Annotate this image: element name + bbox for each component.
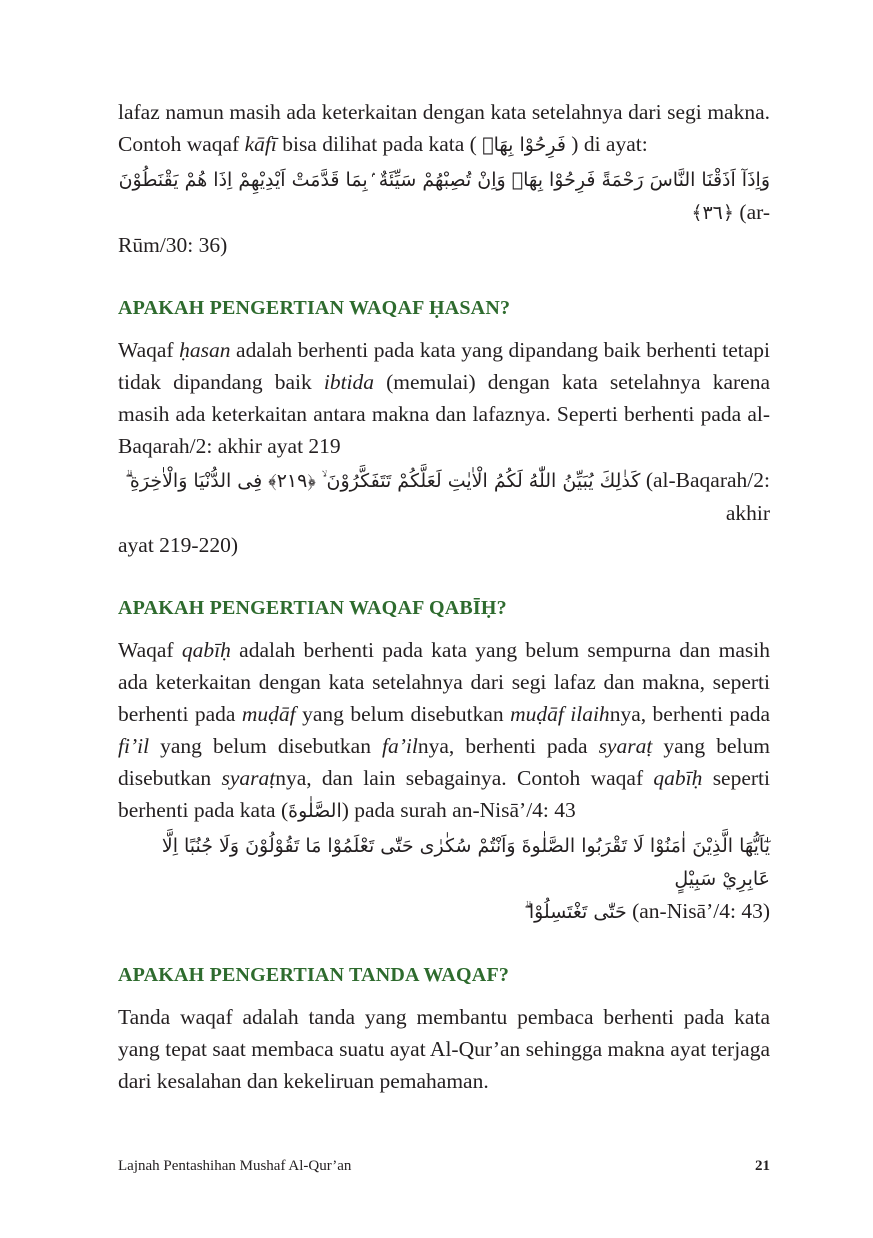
- hasan-text: (memulai) dengan kata setelahnya karena masih ada keterkaitan antara makna dan lafaznya. Seperti berhenti pada al-Baqarah/2: akhir ayat 219: [118, 370, 770, 458]
- mudaf-term: muḍāf: [241, 702, 296, 726]
- hasan-ayah: [118, 464, 770, 529]
- qabih-text: nya, berhenti pada: [417, 734, 599, 758]
- kafi-term: kāfī: [244, 132, 277, 156]
- kafi-text: makna. Contoh waqaf: [118, 100, 770, 156]
- qabih-arabic-word: الصَّلٰوةَ: [288, 800, 342, 822]
- hasan-ayah-ref-cont: ayat 219-220): [118, 533, 239, 557]
- kafi-paragraph: [118, 96, 770, 261]
- page-content: [118, 96, 770, 1097]
- kafi-text-line1: lafaz namun masih ada keterkaitan dengan kata setelahnya dari segi: [118, 100, 702, 124]
- qabih-ayah-line2: [118, 895, 770, 928]
- fiil-term: fi’il: [118, 734, 150, 758]
- publisher-name: Lajnah Pentashihan Mushaf Al-Qur’an: [118, 1158, 352, 1174]
- qabih-text: Waqaf: [118, 638, 182, 662]
- qabih-ayah-line1: [118, 829, 770, 895]
- kafi-ayah-ref: (ar-: [739, 200, 770, 224]
- mudaf-ilaih-term: muḍāf ilaih: [510, 702, 610, 726]
- hasan-term: ḥasan: [179, 338, 231, 362]
- hasan-text: adalah berhenti pada kata yang dipandang baik berhenti tetapi tidak dipandang baik: [118, 338, 770, 394]
- qabih-text: yang belum disebutkan: [149, 734, 383, 758]
- qabih-text: yang belum disebutkan: [118, 734, 770, 790]
- qabih-paragraph: [118, 634, 770, 928]
- qabih-text: ) pada surah an-Nisā’/4: 43: [341, 798, 576, 822]
- kafi-arabic-word: فَرِحُوْا بِهَاۗ: [482, 134, 566, 156]
- qabih-term: qabīḥ: [653, 766, 703, 790]
- qabih-text: adalah berhenti pada kata yang belum sempurna dan masih ada keterkaitan dengan kata setelahnya dari segi lafaz dan makna, seperti berhenti pada: [118, 638, 770, 726]
- qabih-ayah-ref: (an-Nisā’/4: 43): [632, 899, 770, 923]
- qabih-ayah-arabic-cont: حَتّٰى تَغْتَسِلُوْا ۗ: [524, 901, 627, 923]
- kafi-text: ) di ayat:: [565, 132, 648, 156]
- qabih-term: qabīḥ: [181, 638, 231, 662]
- hasan-paragraph: [118, 334, 770, 561]
- fail-term: fa’il: [382, 734, 418, 758]
- hasan-text: Waqaf: [118, 338, 180, 362]
- kafi-ayah-ref-cont: Rūm/30: 36): [118, 233, 228, 257]
- qabih-text: yang belum disebutkan: [295, 702, 511, 726]
- kafi-text: bisa dilihat pada kata (: [276, 132, 483, 156]
- qabih-text: nya, dan lain sebagainya. Contoh waqaf: [275, 766, 654, 790]
- ibtida-term: ibtida: [323, 370, 375, 394]
- tanda-paragraph: Tanda waqaf adalah tanda yang membantu pembaca berhenti pada kata yang tepat saat membaca suatu ayat Al-Qur’an sehingga makna ayat terjaga dari kesalahan dan kekeliruan pemahaman.: [118, 1005, 770, 1093]
- qabih-text: nya, berhenti pada: [609, 702, 771, 726]
- kafi-ayah: [118, 163, 770, 229]
- qabih-ayah-arabic: يٰٓاَيُّهَا الَّذِيْنَ اٰمَنُوْا لَا تَقْرَبُوا الصَّلٰوةَ وَاَنْتُمْ سُكٰرٰى حَتّٰى تَعْلَمُوْا مَا تَقُوْلُوْنَ وَلَا جُنُبًا اِلَّا عَابِرِيْ سَبِيْلٍ: [161, 835, 770, 890]
- qabih-text: seperti berhenti pada kata (: [118, 766, 770, 822]
- hasan-ayah-ref: (al-Baqarah/2: akhir: [645, 468, 770, 525]
- hasan-heading: APAKAH PENGERTIAN WAQAF ḤASAN?: [118, 297, 511, 319]
- syarat-term: syaraṭ: [221, 766, 276, 790]
- hasan-ayah-arabic: كَذٰلِكَ يُبَيِّنُ اللّٰهُ لَكُمُ الْاٰيٰتِ لَعَلَّكُمْ تَتَفَكَّرُوْنَ ۙ ﴿٢١٩﴾ فِى الدُّنْيَا وَالْاٰخِرَةِ ۗ: [125, 470, 641, 492]
- qabih-heading: APAKAH PENGERTIAN WAQAF QABĪḤ?: [118, 597, 507, 619]
- tanda-heading: APAKAH PENGERTIAN TANDA WAQAF?: [118, 964, 510, 986]
- syarat-term: syaraṭ: [598, 734, 653, 758]
- kafi-ayah-arabic: وَاِذَآ اَذَقْنَا النَّاسَ رَحْمَةً فَرِحُوْا بِهَاۗ وَاِنْ تُصِبْهُمْ سَيِّئَةٌ ۢبِمَا قَدَّمَتْ اَيْدِيْهِمْ اِذَا هُمْ يَقْنَطُوْنَ ﴿٣٦﴾: [118, 169, 770, 224]
- page-footer: [118, 1158, 770, 1175]
- page-number: 21: [755, 1158, 770, 1174]
